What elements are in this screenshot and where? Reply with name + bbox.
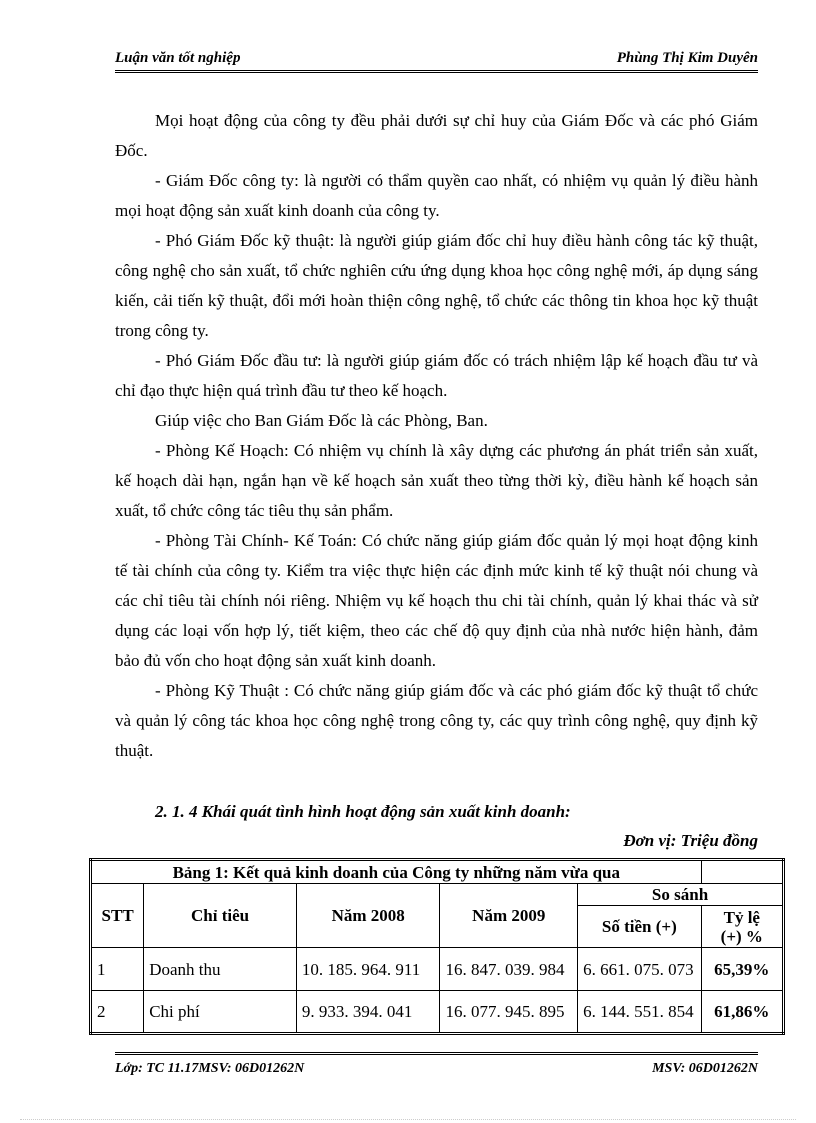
header-year-2009: Năm 2009: [440, 884, 578, 948]
page-header: [115, 48, 758, 73]
header-rate: [701, 906, 783, 948]
header-year-2008: Năm 2008: [296, 884, 440, 948]
section-title: 2. 1. 4 Khái quát tình hình hoạt động sản xuất kinh doanh:: [155, 802, 571, 821]
cell-amount: 6. 661. 075. 073: [578, 948, 702, 991]
paragraph: - Phòng Tài Chính- Kế Toán: Có chức năng giúp giám đốc quản lý mọi hoạt động kinh tế tài chính của công ty. Kiểm tra việc thực hiện các định mức kinh tế kỹ thuật nói chung và các chỉ tiêu tài chính nói riêng. Nhiệm vụ kế hoạch thu chi tài chính, quản lý khai thác và sử dụng các loại vốn hợp lý, tiết kiệm, theo các chế độ quy định của nhà nước hiện hành, đảm bảo đủ vốn cho hoạt động sản xuất kinh doanh.: [115, 531, 758, 670]
header-left-text: Luận văn tốt nghiệp: [115, 50, 241, 66]
paragraph: Mọi hoạt động của công ty đều phải dưới sự chỉ huy của Giám Đốc và các phó Giám Đốc.: [115, 111, 758, 160]
cell-2009: 16. 847. 039. 984: [440, 948, 578, 991]
table-caption: Bảng 1: Kết quả kinh doanh của Công ty những năm vừa qua: [91, 860, 702, 884]
cell-indicator: Doanh thu: [144, 948, 297, 991]
footer-right-text: MSV: 06D01262N: [652, 1061, 758, 1076]
header-amount: Số tiền (+): [578, 906, 702, 948]
header-stt: STT: [91, 884, 144, 948]
cell-stt: 1: [91, 948, 144, 991]
cell-rate: 61,86%: [701, 991, 783, 1034]
paragraph: - Phó Giám Đốc đầu tư: là người giúp giám đốc có trách nhiệm lập kế hoạch đầu tư và chỉ đạo thực hiện quá trình đầu tư theo kế hoạch.: [115, 351, 758, 400]
cell-2008: 10. 185. 964. 911: [296, 948, 440, 991]
body-text: [115, 106, 758, 766]
unit-label: Đơn vị: Triệu đồng: [623, 831, 758, 850]
paragraph: - Giám Đốc công ty: là người có thẩm quyền cao nhất, có nhiệm vụ quản lý điều hành mọi hoạt động sản xuất kinh doanh của công ty.: [115, 171, 758, 220]
table-row: [91, 991, 784, 1034]
header-compare: So sánh: [578, 884, 784, 906]
cell-amount: 6. 144. 551. 854: [578, 991, 702, 1034]
results-table: [89, 858, 785, 1035]
page-bottom-divider: [20, 1119, 796, 1120]
empty-cell: [701, 860, 783, 884]
cell-indicator: Chi phí: [144, 991, 297, 1034]
page-footer: [115, 1052, 758, 1076]
table-row: [91, 948, 784, 991]
header-right-text: Phùng Thị Kim Duyên: [616, 50, 758, 66]
cell-rate: 65,39%: [701, 948, 783, 991]
header-indicator: Chỉ tiêu: [144, 884, 297, 948]
paragraph: - Phó Giám Đốc kỹ thuật: là người giúp giám đốc chỉ huy điều hành công tác kỹ thuật, công nghệ cho sản xuất, tổ chức nghiên cứu ứng dụng khoa học công nghệ mới, áp dụng sáng kiến, cải tiến kỹ thuật, đổi mới hoàn thiện công nghệ, tổ chức các thông tin khoa học kỹ thuật trong công ty.: [115, 231, 758, 340]
header-rate-top: Tỷ lệ: [723, 907, 760, 927]
cell-stt: 2: [91, 991, 144, 1034]
paragraph: - Phòng Kế Hoạch: Có nhiệm vụ chính là xây dựng các phương án phát triển sản xuất, kế hoạch dài hạn, ngắn hạn về kế hoạch sản xuất theo từng thời kỳ, điều hành kế hoạch sản xuất, tổ chức công tác tiêu thụ sản phẩm.: [115, 441, 758, 520]
cell-2008: 9. 933. 394. 041: [296, 991, 440, 1034]
paragraph: Giúp việc cho Ban Giám Đốc là các Phòng, Ban.: [155, 411, 488, 430]
footer-left-text: Lớp: TC 11.17MSV: 06D01262N: [115, 1061, 305, 1076]
cell-2009: 16. 077. 945. 895: [440, 991, 578, 1034]
paragraph: - Phòng Kỹ Thuật : Có chức năng giúp giám đốc và các phó giám đốc kỹ thuật tổ chức và quản lý công tác khoa học công nghệ trong công ty, các quy trình công nghệ, quy định kỹ thuật.: [115, 681, 758, 760]
header-rate-bottom: (+) %: [720, 926, 763, 946]
